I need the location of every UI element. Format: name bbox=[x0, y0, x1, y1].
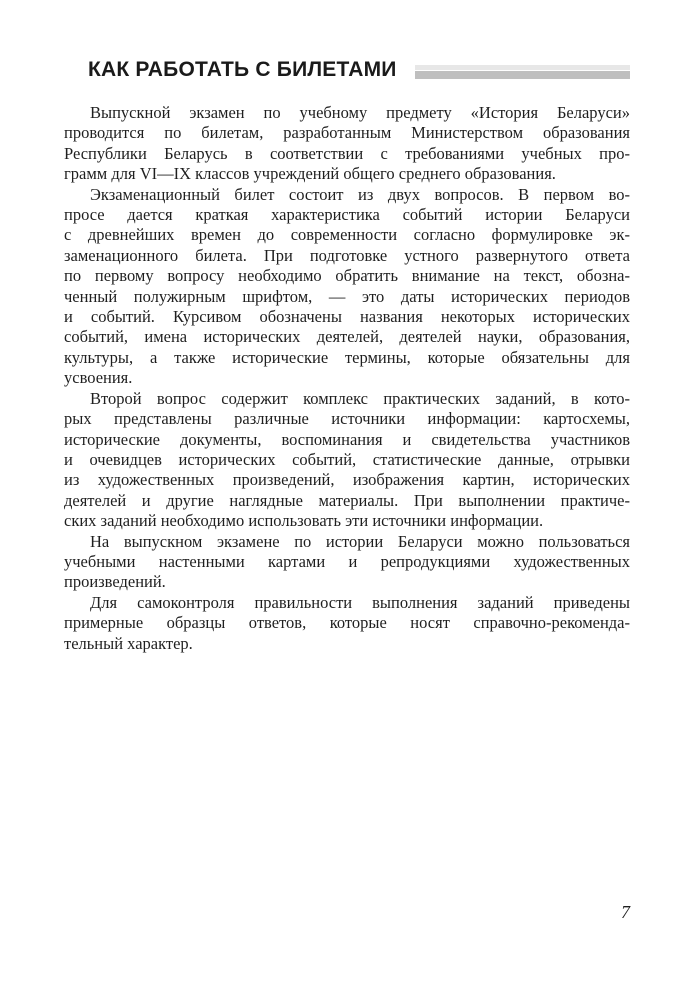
text-line: с древнейших времен до современности согласно формулировке эк- bbox=[64, 225, 630, 245]
chapter-header bbox=[88, 59, 630, 81]
text-line: событий, имена исторических деятелей, деятелей науки, образования, bbox=[64, 327, 630, 347]
paragraph bbox=[64, 593, 630, 654]
text-line: ченный полужирным шрифтом, — это даты исторических периодов bbox=[64, 286, 630, 306]
text-line: грамм для VI—IX классов учреждений общего среднего образования. bbox=[64, 164, 556, 184]
text-line: просе дается краткая характеристика событий истории Беларуси bbox=[64, 205, 630, 225]
text-line: На выпускном экзамене по истории Беларуси можно пользоваться bbox=[90, 531, 630, 551]
header-rule bbox=[415, 62, 630, 79]
text-line: усвоения. bbox=[64, 368, 133, 388]
text-line: и очевидцев исторических событий, статистические данные, отрывки bbox=[64, 449, 630, 469]
text-line: Экзаменационный билет состоит из двух вопросов. В первом во- bbox=[90, 184, 630, 204]
text-line: ских заданий необходимо использовать эти источники информации. bbox=[64, 511, 544, 531]
text-line: учебными настенными картами и репродукциями художественных bbox=[64, 551, 630, 571]
text-line: культуры, а также исторические термины, которые обязательны для bbox=[64, 347, 630, 367]
text-line: примерные образцы ответов, которые носят справочно-рекоменда- bbox=[64, 613, 630, 633]
paragraph bbox=[64, 103, 630, 185]
paragraph bbox=[64, 185, 630, 389]
body-text bbox=[64, 103, 630, 654]
text-line: тельный характер. bbox=[64, 633, 193, 653]
text-line: Выпускной экзамен по учебному предмету «История Беларуси» bbox=[90, 103, 630, 122]
text-line: по первому вопросу необходимо обратить внимание на текст, обозна- bbox=[64, 266, 630, 286]
page-number: 7 bbox=[621, 902, 630, 922]
paragraph bbox=[64, 532, 630, 593]
paragraph bbox=[64, 389, 630, 532]
text-line: из художественных произведений, изображения картин, исторических bbox=[64, 470, 630, 490]
text-line: Республики Беларусь в соответствии с требованиями учебных про- bbox=[64, 143, 630, 163]
page-footer bbox=[64, 902, 630, 923]
text-line: произведений. bbox=[64, 572, 166, 592]
text-line: деятелей и другие наглядные материалы. При выполнении практиче- bbox=[64, 490, 630, 510]
header-rule-dark-bar bbox=[415, 71, 630, 79]
text-line: и событий. Курсивом обозначены названия некоторых исторических bbox=[64, 307, 630, 327]
text-line: Для самоконтроля правильности выполнения заданий приведены bbox=[90, 592, 630, 612]
text-line: рых представлены различные источники информации: картосхемы, bbox=[64, 409, 630, 429]
text-line: Второй вопрос содержит комплекс практических заданий, в кото- bbox=[90, 388, 630, 408]
text-line: исторические документы, воспоминания и свидетельства участников bbox=[64, 429, 630, 449]
header-rule-light-bar bbox=[415, 65, 630, 70]
text-line: проводится по билетам, разработанным Министерством образования bbox=[64, 123, 630, 143]
text-line: заменационного билета. При подготовке устного развернутого ответа bbox=[64, 245, 630, 265]
chapter-title: КАК РАБОТАТЬ С БИЛЕТАМИ bbox=[88, 58, 397, 81]
